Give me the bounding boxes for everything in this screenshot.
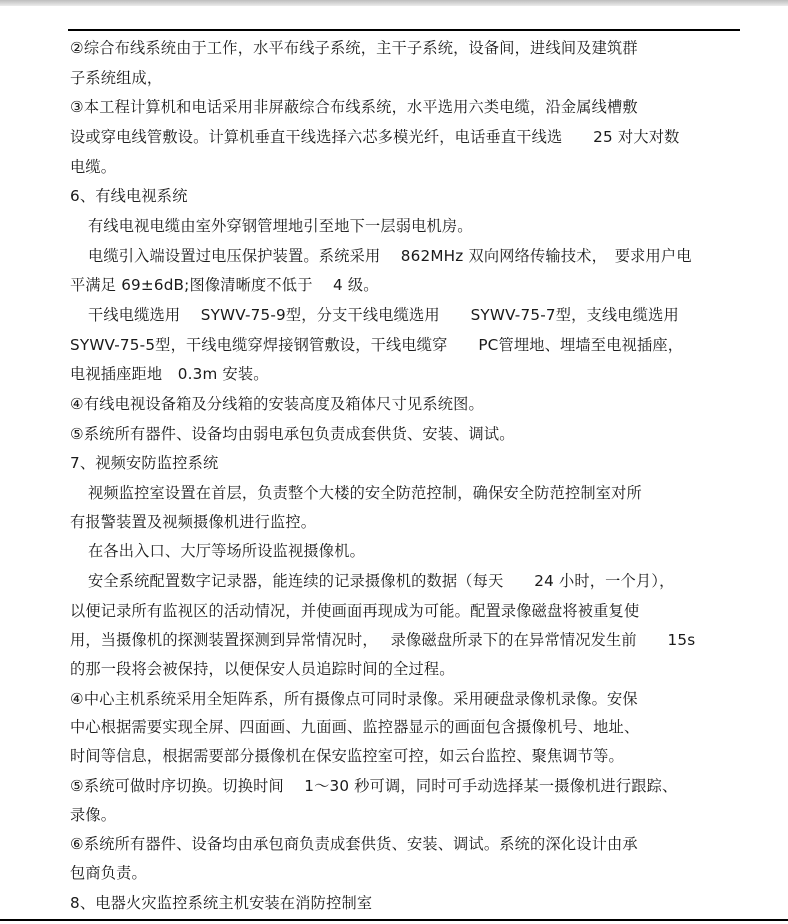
paragraph-line: 录像。 bbox=[70, 806, 117, 824]
paragraph-line: 在各出入口、大厅等场所设监视摄像机。 bbox=[88, 542, 365, 560]
section-heading: 8、电器火灾监控系统主机安装在消防控制室 bbox=[70, 894, 373, 912]
paragraph-line: ③本工程计算机和电话采用非屏蔽综合布线系统，水平选用六类电缆，沿金属线槽敷 bbox=[70, 98, 638, 116]
footer-rule bbox=[0, 919, 788, 921]
paragraph-line: 以便记录所有监视区的活动情况，并使画面再现成为可能。配置录像磁盘将被重复使 bbox=[70, 602, 640, 620]
paragraph-line: 干线电缆选用 SYWV-75-9型，分支干线电缆选用 SYWV-75-7型，支线电缆选用 bbox=[88, 306, 679, 324]
paragraph-line: ⑥系统所有器件、设备均由承包商负责成套供货、安装、调试。系统的深化设计由承 bbox=[70, 835, 638, 853]
paragraph-line: 平满足 69±6dB;图像清晰度不低于 4 级。 bbox=[70, 276, 379, 294]
paragraph-line: 时间等信息，根据需要部分摄像机在保安监控室可控，如云台监控、聚焦调节等。 bbox=[70, 747, 624, 765]
paragraph-line: 电视插座距地 0.3m 安装。 bbox=[70, 365, 269, 383]
paragraph-line: SYWV-75-5型，干线电缆穿焊接钢管敷设，干线电缆穿 PC管埋地、埋墙至电视插座， bbox=[70, 336, 684, 354]
section-heading: 7、视频安防监控系统 bbox=[70, 454, 219, 472]
section-heading: 6、有线电视系统 bbox=[70, 187, 188, 205]
paragraph-line: 视频监控室设置在首层，负责整个大楼的安全防范控制，确保安全防范控制室对所 bbox=[88, 484, 642, 502]
paragraph-line: 电缆引入端设置过电压保护装置。系统采用 862MHz 双向网络传输技术， 要求用户电 bbox=[88, 247, 692, 265]
paragraph-line: 中心根据需要实现全屏、四面画、九面画、监控器显示的画面包含摄像机号、地址、 bbox=[70, 718, 640, 736]
paragraph-line: 有报警装置及视频摄像机进行监控。 bbox=[70, 513, 317, 531]
paragraph-line: 电缆。 bbox=[70, 158, 117, 176]
paragraph-line: 子系统组成， bbox=[70, 69, 163, 87]
paragraph-line: ④有线电视设备箱及分线箱的安装高度及箱体尺寸见系统图。 bbox=[70, 395, 484, 413]
paragraph-line: ②综合布线系统由于工作，水平布线子系统，主干子系统，设备间，进线间及建筑群 bbox=[70, 39, 638, 57]
paragraph-line: ⑤系统所有器件、设备均由弱电承包负责成套供货、安装、调试。 bbox=[70, 425, 515, 443]
paragraph-line: 设或穿电线管敷设。计算机垂直干线选择六芯多模光纤，电话垂直干线选 25 对大对数 bbox=[70, 128, 680, 146]
paragraph-line: 有线电视电缆由室外穿钢管埋地引至地下一层弱电机房。 bbox=[88, 217, 473, 235]
paragraph-line: 用，当摄像机的探测装置探测到异常情况时， 录像磁盘所录下的在异常情况发生前 15s bbox=[70, 631, 696, 649]
paragraph-line: ④中心主机系统采用全矩阵系，所有摄像点可同时录像。采用硬盘录像机录像。安保 bbox=[70, 690, 638, 708]
paragraph-line: 的那一段将会被保持，以便保安人员追踪时间的全过程。 bbox=[70, 660, 455, 678]
paragraph-line: 安全系统配置数字记录器，能连续的记录摄像机的数据（每天 24 小时，一个月）， bbox=[88, 572, 675, 590]
paragraph-line: ⑤系统可做时序切换。切换时间 1～30 秒可调，同时可手动选择某一摄像机进行跟踪、 bbox=[70, 777, 678, 795]
paragraph-line: 包商负责。 bbox=[70, 864, 147, 882]
